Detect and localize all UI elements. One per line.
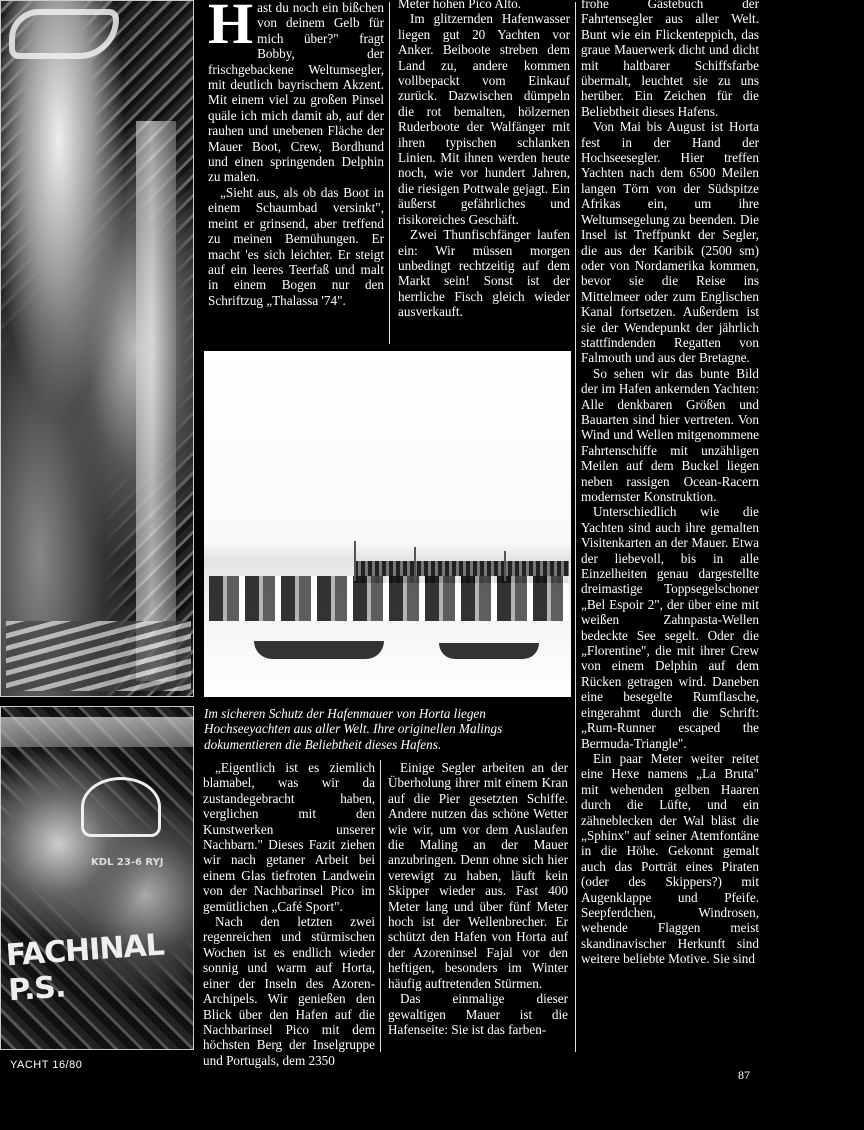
column-rule — [575, 2, 576, 1052]
article-paragraph: Von Mai bis August ist Horta fest in der Hand der Hochseesegler. Hier treffen Yachten nach dem 6500 Meilen langen Törn von der Südspitze Afrikas ein, um ihre Weltumsegelung zu beenden. Die Insel ist Treffpunkt der Segler, die aus der Karibik (2500 sm) oder von Nordamerika kommen, bevor sie die Reise ins Mittelmeer oder zum Englischen Kanal fortsetzen. Außerdem ist sie der Wendepunkt der jährlich stattfindenden Regatten von Falmouth und aus der Bretagne. — [581, 119, 759, 366]
article-paragraph: frohe Gästebuch der Fahrtensegler aus aller Welt. Bunt wie ein Flickenteppich, das graue Mauerwerk dicht und dicht mit haltbarer Schiffsfarbe übermalt, leuchtet sie zu uns herüber. Ein Zeichen für die Beliebtheit dieses Hafens. — [581, 0, 759, 119]
photo-painted-harbour-wall — [0, 0, 194, 697]
article-paragraph: Hast du noch ein bißchen von deinem Gelb für mich über?" fragt Bobby, der frischgebackene Weltumsegler, mit deutlich bayrischem Akzent. Mit einem viel zu großen Pinsel quäle ich mich damit ab, auf der rauhen und unebenen Fläche der Mauer Boot, Crew, Bordhund und einen springenden Delphin zu malen. — [208, 0, 384, 185]
article-paragraph: Zwei Thunfischfänger laufen ein: Wir müssen morgen unbedingt rechtzeitig auf dem Markt sein! Sonst ist der herrliche Fisch gleich wieder ausverkauft. — [398, 227, 570, 320]
photo-horta-harbour — [204, 351, 571, 697]
article-column-b-bottom — [388, 760, 568, 1037]
article-paragraph: So sehen wir das bunte Bild der im Hafen ankernden Yachten: Alle denkbaren Größen und Bauarten sind hier vertreten. Von Wind und Wellen mitgenommene Fahrtenschiffe mit unzähligen Meilen auf dem Buckel liegen neben rassigen Ocean-Racern modernster Konstruktion. — [581, 365, 759, 504]
drop-cap: H — [208, 0, 254, 56]
yacht-foreground-right — [439, 643, 539, 659]
yacht-mast — [504, 551, 506, 581]
column-rule — [389, 2, 390, 344]
photo-caption: Im sicheren Schutz der Hafenmauer von Horta liegen Hochseeyachten aus aller Welt. Ihre originellen Malings dokumentieren die Beliebtheit dieses Hafens. — [204, 706, 503, 752]
article-column-b-top — [398, 0, 570, 320]
article-paragraph: Unterschiedlich wie die Yachten sind auch ihre gemalten Visitenkarten an der Mauer. Etwa der liebevoll, bis in alle Einzelheiten genau dargestellte dreimastige Toppsegelschoner „Bel Espoir 2", der über eine mit weißen Zahnpasta-Wellen bedeckte See segelt. Oder die „Florentine", die mit ihrer Crew von einem Delphin auf dem Rücken getragen wird. Daneben eine besegelte Rumflasche, eingerahmt durch die Schrift: „Rum-Runner escaped the Bermuda-Triangle". — [581, 504, 759, 751]
graffiti-wall-top-band — [1, 717, 194, 747]
article-paragraph: „Eigentlich ist es ziemlich blamabel, was wir da zustandegebracht haben, verglichen mit den Kunstwerken unserer Nachbarn." Dieses Fazit ziehen wir nach getaner Arbeit bei einem Glas tiefroten Landwein von der Nachbarinsel Pico im gemütlichen „Café Sport". — [203, 760, 375, 914]
article-paragraph: Einige Segler arbeiten an der Überholung ihrer mit einem Kran auf die Pier gesetzten Schiffe. Andere nutzen das schöne Wetter wie wir, um vor dem Auslaufen die Maling an der Mauer anzubringen. Denn ohne sich hier verewigt zu haben, läuft kein Skipper wieder aus. Fast 400 Meter lang und über fünf Meter hoch ist der Wellenbrecher. Er schützt den Hafen von Horta auf der Azoreninsel Fajal vor den heftigen, besonders im Winter häufig auftretenden Stürmen. — [388, 760, 568, 991]
article-paragraph: Das einmalige dieser gewaltigen Mauer ist die Hafenseite: Sie ist das farben- — [388, 991, 568, 1037]
wall-rubble — [6, 621, 191, 691]
article-paragraph: Nach den letzten zwei regenreichen und stürmischen Wochen ist es endlich wieder sonnig und warm auf Horta, einer der Inseln des Azoren-Archipels. Wir genießen den Blick über den Hafen auf die Nachbarinsel Pico mit dem höchsten Berg der Inselgruppe und Portugals, dem 2350 — [203, 914, 375, 1068]
page-number: 87 — [738, 1068, 750, 1082]
graffiti-bell-shape — [81, 777, 161, 837]
column-rule — [380, 760, 381, 1052]
yacht-mast — [414, 547, 416, 581]
harbour-moored-yachts — [209, 576, 569, 621]
article-paragraph: „Sieht aus, als ob das Boot in einem Schaumbad versinkt", meint er grinsend, aber treffend zu meinen Bemühungen. Er macht 'es sich leichter. Er steigt auf ein leeres Teerfaß und malt in einem Bogen nur den Schriftzug „Thalassa '74". — [208, 184, 384, 308]
article-column-a-bottom — [203, 760, 375, 1068]
article-paragraph: Ein paar Meter weiter reitet eine Hexe namens „La Bruta" mit wehenden gelben Haaren durch die Lüfte, und ein zähneblecken der Wal bläst die „Sphinx" auf seiner Atemfontäne in die Höhe. Gekonnt gemalt auch das Porträt eines Piraten (oder des Skippers?) mit Augenklappe und Pfeife. Seepferdchen, Windrosen, wehende Flaggen meist skandinavischer Herkunft sind weitere beliebte Motive. Sie sind — [581, 750, 759, 967]
graffiti-large-text: FACHINAL P.S. — [4, 927, 165, 1009]
article-paragraph: Meter hohen Pico Alto. — [398, 0, 522, 11]
article-paragraph: Im glitzernden Hafenwasser liegen gut 20 Yachten vor Anker. Beiboote streben dem Land zu, andere kommen vollbepackt vom Einkauf zurück. Dazwischen dümpeln die rot bemalten, hölzernen Ruderboote der Walfänger mit ihren typischen schlanken Linien. Mit ihnen werden heute noch, wie vor hundert Jahren, die riesigen Pottwale gejagt. Ein äußerst gefährliches und risikoreiches Geschäft. — [398, 11, 570, 227]
wall-painting-shape — [9, 9, 119, 59]
graffiti-small-text: KDL 23-6 RYJ — [91, 857, 164, 868]
yacht-foreground-left — [254, 641, 384, 659]
photo-graffiti-wall — [0, 706, 194, 1050]
magazine-issue-label: YACHT 16/80 — [10, 1059, 83, 1071]
article-column-a-top — [208, 0, 384, 308]
yacht-mast — [354, 541, 356, 581]
wall-pillar — [136, 121, 176, 681]
article-column-c — [581, 0, 759, 967]
